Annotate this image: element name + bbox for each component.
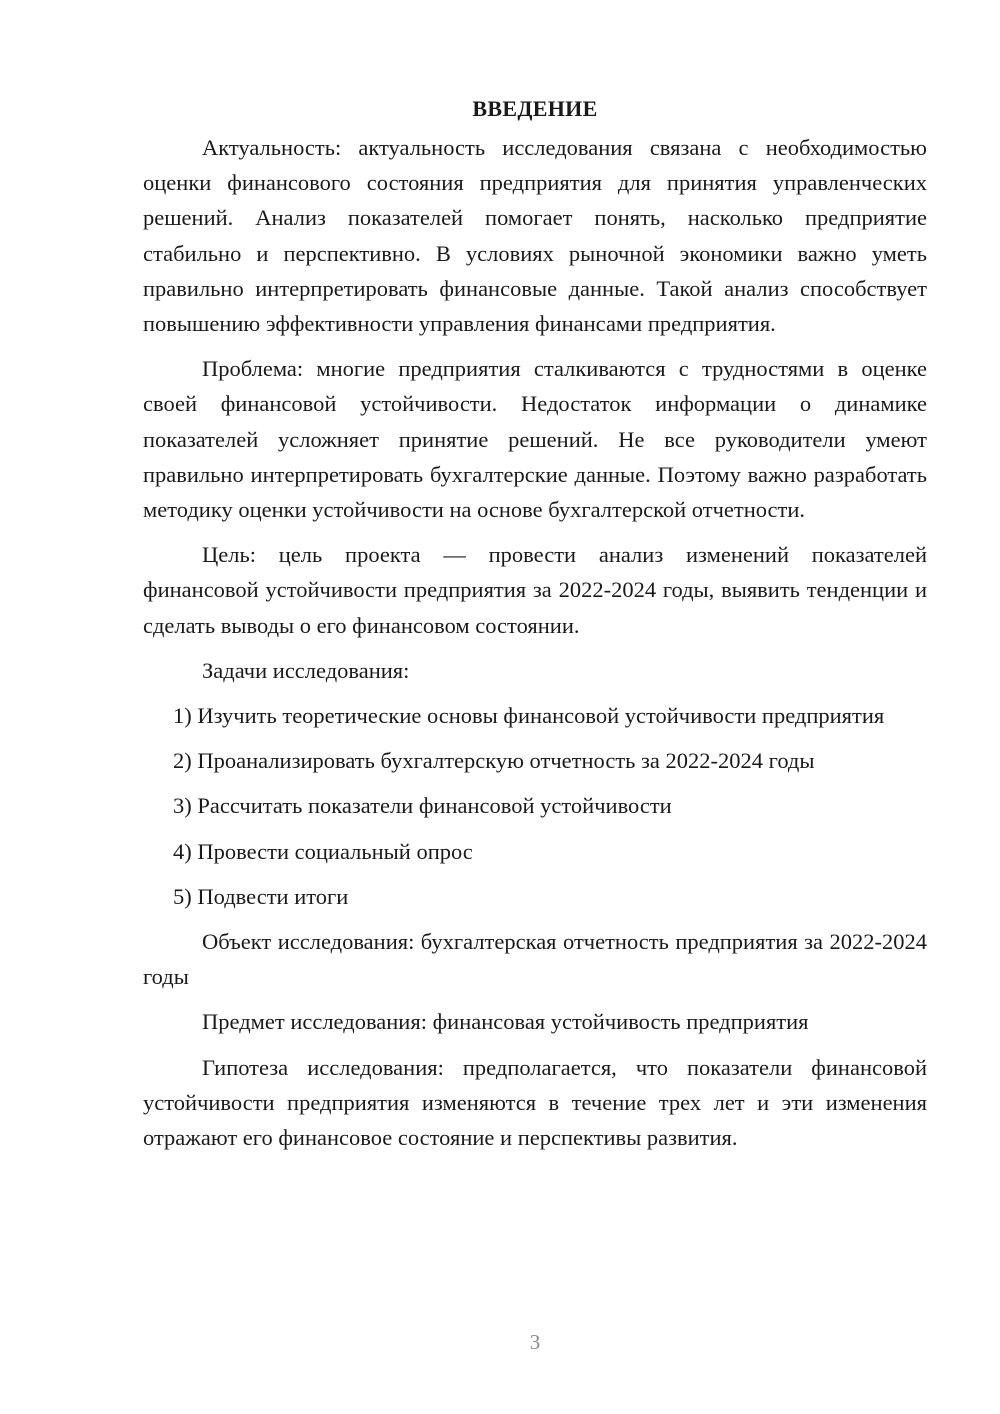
task-item: 2) Проанализировать бухгалтерскую отчетность за 2022-2024 годы <box>173 748 815 774</box>
problem-paragraph: Проблема: многие предприятия сталкиваются с трудностями в оценке своей финансовой устойчивости. Недостаток информации о динамике показателей усложняет принятие решений. Не все руководители умеют правильно интерпретировать бухгалтерские данные. Поэтому важно разработать методику оценки устойчивости на основе бухгалтерской отчетности. <box>143 356 927 523</box>
document-page <box>143 91 927 1165</box>
tasks-list <box>143 698 927 914</box>
tasks-heading: Задачи исследования: <box>202 657 410 683</box>
hypothesis-paragraph: Гипотеза исследования: предполагается, что показатели финансовой устойчивости предприятия изменяются в течение трех лет и эти изменения отражают его финансовое состояние и перспективы развития. <box>143 1054 927 1151</box>
task-item: 4) Провести социальный опрос <box>173 838 473 864</box>
task-item: 5) Подвести итоги <box>173 883 349 909</box>
task-item: 1) Изучить теоретические основы финансовой устойчивости предприятия <box>173 703 885 729</box>
page-number: 3 <box>529 1330 541 1354</box>
subject-paragraph: Предмет исследования: финансовая устойчивость предприятия <box>202 1009 809 1035</box>
relevance-paragraph: Актуальность: актуальность исследования связана с необходимостью оценки финансового состояния предприятия для принятия управленческих решений. Анализ показателей помогает понять, насколько предприятие стабильно и перспективно. В условиях рыночной экономики важно уметь правильно интерпретировать финансовые данные. Такой анализ способствует повышению эффективности управления финансами предприятия. <box>143 135 927 337</box>
object-paragraph: Объект исследования: бухгалтерская отчетность предприятия за 2022-2024 годы <box>143 929 927 990</box>
goal-paragraph: Цель: цель проекта — провести анализ изменений показателей финансовой устойчивости предприятия за 2022-2024 годы, выявить тенденции и сделать выводы о его финансовом состоянии. <box>143 542 927 638</box>
task-item: 3) Рассчитать показатели финансовой устойчивости <box>173 793 672 819</box>
section-title: ВВЕДЕНИЕ <box>472 96 598 121</box>
